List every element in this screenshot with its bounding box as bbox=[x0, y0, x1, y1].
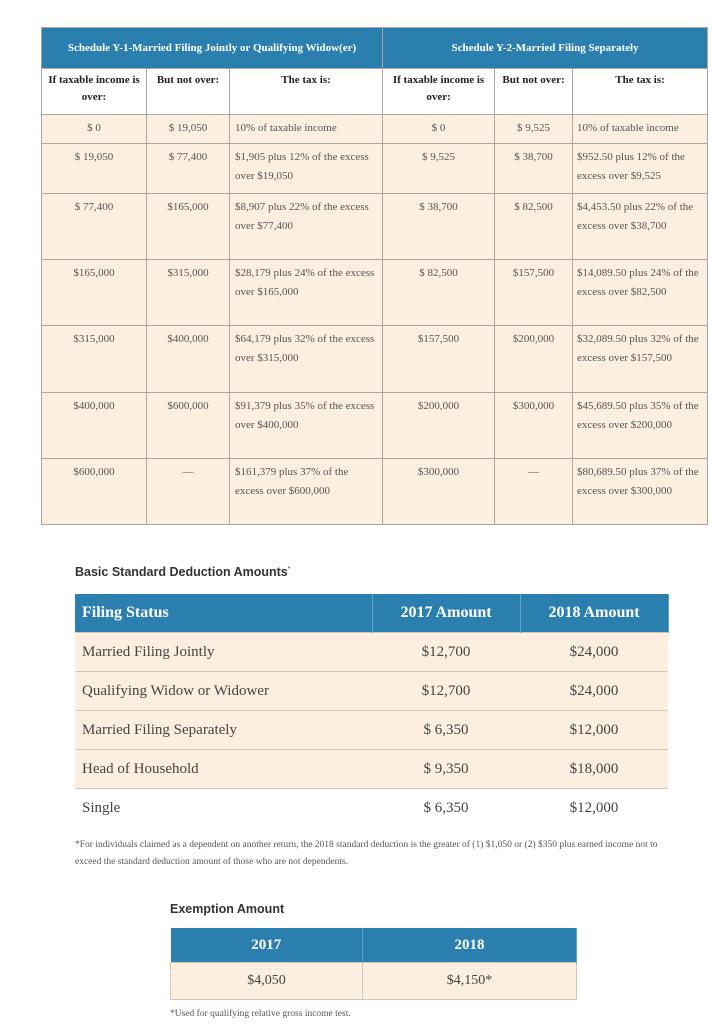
filing-status-cell: Married Filing Jointly bbox=[75, 633, 372, 672]
y2-tax-cell: $45,689.50 plus 35% of the excess over $200,000 bbox=[573, 392, 708, 458]
col-header-filing-status: Filing Status bbox=[75, 594, 372, 633]
col-header-tax-y2: The tax is: bbox=[573, 68, 708, 114]
schedule-y-table bbox=[41, 27, 708, 525]
y2-not-over-cell: — bbox=[495, 458, 573, 524]
amount-2017-cell: $12,700 bbox=[372, 633, 520, 672]
col-header-not-over-y1: But not over: bbox=[147, 68, 230, 114]
footnote-mark: * bbox=[287, 565, 291, 573]
y1-over-cell: $315,000 bbox=[42, 326, 147, 392]
y1-over-cell: $165,000 bbox=[42, 260, 147, 326]
y2-not-over-cell: $ 38,700 bbox=[495, 144, 573, 194]
y2-not-over-cell: $300,000 bbox=[495, 392, 573, 458]
amount-2018-cell: $12,000 bbox=[520, 789, 668, 828]
col-header-if-over-y1: If taxable income is over: bbox=[42, 68, 147, 114]
y1-not-over-cell: $ 77,400 bbox=[147, 144, 230, 194]
y1-over-cell: $600,000 bbox=[42, 458, 147, 524]
table-row bbox=[42, 458, 708, 524]
col-header-2017: 2017 Amount bbox=[372, 594, 520, 633]
amount-2017-cell: $ 6,350 bbox=[372, 711, 520, 750]
y1-tax-cell: 10% of taxable income bbox=[230, 114, 383, 144]
schedule-y1-title: Schedule Y-1-Married Filing Jointly or Qualifying Widow(er) bbox=[42, 28, 383, 69]
y2-tax-cell: $32,089.50 plus 32% of the excess over $157,500 bbox=[573, 326, 708, 392]
y1-over-cell: $400,000 bbox=[42, 392, 147, 458]
exemption-table bbox=[170, 928, 577, 1000]
y1-not-over-cell: $315,000 bbox=[147, 260, 230, 326]
table-row bbox=[42, 144, 708, 194]
standard-deduction-title-text: Basic Standard Deduction Amounts bbox=[75, 565, 288, 579]
exemption-2018-cell: $4,150* bbox=[363, 963, 577, 1000]
table-row bbox=[42, 260, 708, 326]
table-row bbox=[42, 114, 708, 144]
table-row bbox=[75, 750, 668, 789]
y1-tax-cell: $28,179 plus 24% of the excess over $165,000 bbox=[230, 260, 383, 326]
y1-over-cell: $ 77,400 bbox=[42, 193, 147, 259]
table-row bbox=[75, 633, 668, 672]
amount-2018-cell: $24,000 bbox=[520, 633, 668, 672]
col-header-not-over-y2: But not over: bbox=[495, 68, 573, 114]
y1-tax-cell: $161,379 plus 37% of the excess over $600,000 bbox=[230, 458, 383, 524]
y2-over-cell: $200,000 bbox=[383, 392, 495, 458]
table-row bbox=[42, 193, 708, 259]
filing-status-cell: Head of Household bbox=[75, 750, 372, 789]
amount-2017-cell: $12,700 bbox=[372, 672, 520, 711]
filing-status-cell: Single bbox=[75, 789, 372, 828]
amount-2018-cell: $24,000 bbox=[520, 672, 668, 711]
table-row bbox=[75, 711, 668, 750]
col-header-2018: 2018 bbox=[363, 928, 577, 963]
y1-tax-cell: $1,905 plus 12% of the excess over $19,050 bbox=[230, 144, 383, 194]
table-row bbox=[171, 963, 577, 1000]
filing-status-cell: Qualifying Widow or Widower bbox=[75, 672, 372, 711]
standard-deduction-title bbox=[75, 565, 291, 579]
y2-not-over-cell: $ 82,500 bbox=[495, 193, 573, 259]
y2-over-cell: $ 0 bbox=[383, 114, 495, 144]
amount-2017-cell: $ 9,350 bbox=[372, 750, 520, 789]
amount-2018-cell: $18,000 bbox=[520, 750, 668, 789]
y2-tax-cell: $14,089.50 plus 24% of the excess over $82,500 bbox=[573, 260, 708, 326]
exemption-footnote: *Used for qualifying relative gross income test. bbox=[170, 1009, 351, 1019]
y1-tax-cell: $8,907 plus 22% of the excess over $77,400 bbox=[230, 193, 383, 259]
y1-not-over-cell: $ 19,050 bbox=[147, 114, 230, 144]
y2-tax-cell: $4,453.50 plus 22% of the excess over $38,700 bbox=[573, 193, 708, 259]
standard-deduction-table bbox=[75, 594, 669, 827]
exemption-2017-cell: $4,050 bbox=[171, 963, 363, 1000]
y2-tax-cell: $952.50 plus 12% of the excess over $9,525 bbox=[573, 144, 708, 194]
y2-over-cell: $300,000 bbox=[383, 458, 495, 524]
standard-deduction-footnote: *For individuals claimed as a dependent on another return, the 2018 standard deduction is the greater of (1) $1,050 or (2) $350 plus earned income not to exceed the standard deduction amount of those who are not dependents. bbox=[75, 840, 658, 867]
y2-not-over-cell: $200,000 bbox=[495, 326, 573, 392]
y2-over-cell: $ 82,500 bbox=[383, 260, 495, 326]
schedule-y2-title: Schedule Y-2-Married Filing Separately bbox=[383, 28, 708, 69]
table-row bbox=[42, 326, 708, 392]
table-row bbox=[75, 789, 668, 828]
amount-2017-cell: $ 6,350 bbox=[372, 789, 520, 828]
filing-status-cell: Married Filing Separately bbox=[75, 711, 372, 750]
y2-over-cell: $157,500 bbox=[383, 326, 495, 392]
exemption-title: Exemption Amount bbox=[170, 902, 285, 916]
y2-not-over-cell: $157,500 bbox=[495, 260, 573, 326]
y1-not-over-cell: — bbox=[147, 458, 230, 524]
y1-over-cell: $ 0 bbox=[42, 114, 147, 144]
y2-tax-cell: 10% of taxable income bbox=[573, 114, 708, 144]
col-header-2017: 2017 bbox=[171, 928, 363, 963]
col-header-tax-y1: The tax is: bbox=[230, 68, 383, 114]
y1-tax-cell: $91,379 plus 35% of the excess over $400,000 bbox=[230, 392, 383, 458]
y2-over-cell: $ 9,525 bbox=[383, 144, 495, 194]
y2-tax-cell: $80,689.50 plus 37% of the excess over $300,000 bbox=[573, 458, 708, 524]
y1-not-over-cell: $400,000 bbox=[147, 326, 230, 392]
y2-over-cell: $ 38,700 bbox=[383, 193, 495, 259]
amount-2018-cell: $12,000 bbox=[520, 711, 668, 750]
table-row bbox=[75, 672, 668, 711]
table-row bbox=[42, 392, 708, 458]
col-header-if-over-y2: If taxable income is over: bbox=[383, 68, 495, 114]
y2-not-over-cell: $ 9,525 bbox=[495, 114, 573, 144]
y1-over-cell: $ 19,050 bbox=[42, 144, 147, 194]
col-header-2018: 2018 Amount bbox=[520, 594, 668, 633]
y1-tax-cell: $64,179 plus 32% of the excess over $315,000 bbox=[230, 326, 383, 392]
y1-not-over-cell: $600,000 bbox=[147, 392, 230, 458]
y1-not-over-cell: $165,000 bbox=[147, 193, 230, 259]
